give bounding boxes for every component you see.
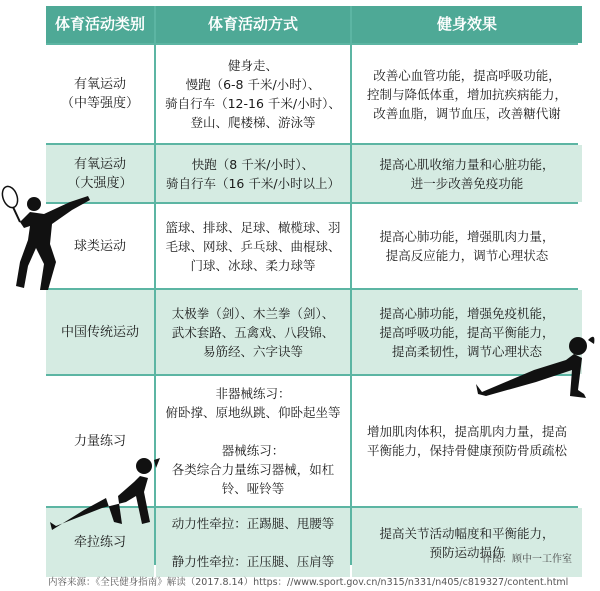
row-4-category: 中国传统运动 bbox=[46, 290, 154, 374]
row-1-effect: 改善心血管功能，提高呼吸功能， 控制与降低体重，增加抗疾病能力， 改善血脂，调节血压，改善糖代谢 bbox=[352, 45, 582, 143]
header-effect: 健身效果 bbox=[352, 6, 582, 43]
row-6-method: 动力性牵拉：正踢腿、甩腰等 静力性牵拉：正压腿、压肩等 bbox=[156, 508, 350, 577]
row-5-effect: 增加肌肉体积，提高肌肉力量，提高 平衡能力，保持骨健康预防骨质疏松 bbox=[352, 376, 582, 506]
header-method: 体育活动方式 bbox=[156, 6, 350, 43]
row-5-category: 力量练习 bbox=[46, 376, 154, 506]
row-5-method: 非器械练习： 俯卧撑、原地纵跳、仰卧起坐等 器械练习： 各类综合力量练习器械，如杠 铃、哑铃等 bbox=[156, 376, 350, 506]
row-2-effect: 提高心肌收缩力量和心脏功能， 进一步改善免疫功能 bbox=[352, 145, 582, 202]
row-4-effect: 提高心肺功能，增强免疫机能， 提高呼吸功能，提高平衡能力， 提高柔韧性，调节心理状态 bbox=[352, 290, 582, 374]
source-line: 内容来源：《全民健身指南》解读（2017.8.14）https：//www.sport.gov.cn/n315/n331/n405/c819327/content.html bbox=[48, 577, 569, 588]
row-1-method: 健身走、 慢跑（6-8 千米/小时）、 骑自行车（12-16 千米/小时）、 登山、爬楼梯、游泳等 bbox=[156, 45, 350, 143]
row-3-category: 球类运动 bbox=[46, 204, 154, 288]
credit-note: 作图：顾中一工作室 bbox=[482, 554, 572, 565]
row-2-method: 快跑（8 千米/小时）、 骑自行车（16 千米/小时以上） bbox=[156, 145, 350, 202]
lunge-stretch-icon bbox=[44, 452, 162, 534]
row-1-category: 有氧运动 （中等强度） bbox=[46, 45, 154, 143]
row-4-method: 太极拳（剑）、木兰拳（剑）、 武术套路、五禽戏、八段锦、 易筋经、六字诀等 bbox=[156, 290, 350, 374]
row-6-effect: 提高关节活动幅度和平衡能力， 预防运动损伤 bbox=[352, 508, 582, 577]
row-6-category: 牵拉练习 bbox=[46, 508, 154, 577]
row-2-category: 有氧运动 （大强度） bbox=[46, 145, 154, 202]
row-3-effect: 提高心肺功能，增强肌肉力量， 提高反应能力，调节心理状态 bbox=[352, 204, 582, 288]
header-category: 体育活动类别 bbox=[46, 6, 154, 43]
badminton-player-icon bbox=[0, 182, 100, 297]
plank-figure-icon bbox=[474, 330, 600, 402]
row-3-method: 篮球、排球、足球、橄榄球、羽 毛球、网球、乒乓球、曲棍球、 门球、冰球、柔力球等 bbox=[156, 204, 350, 288]
